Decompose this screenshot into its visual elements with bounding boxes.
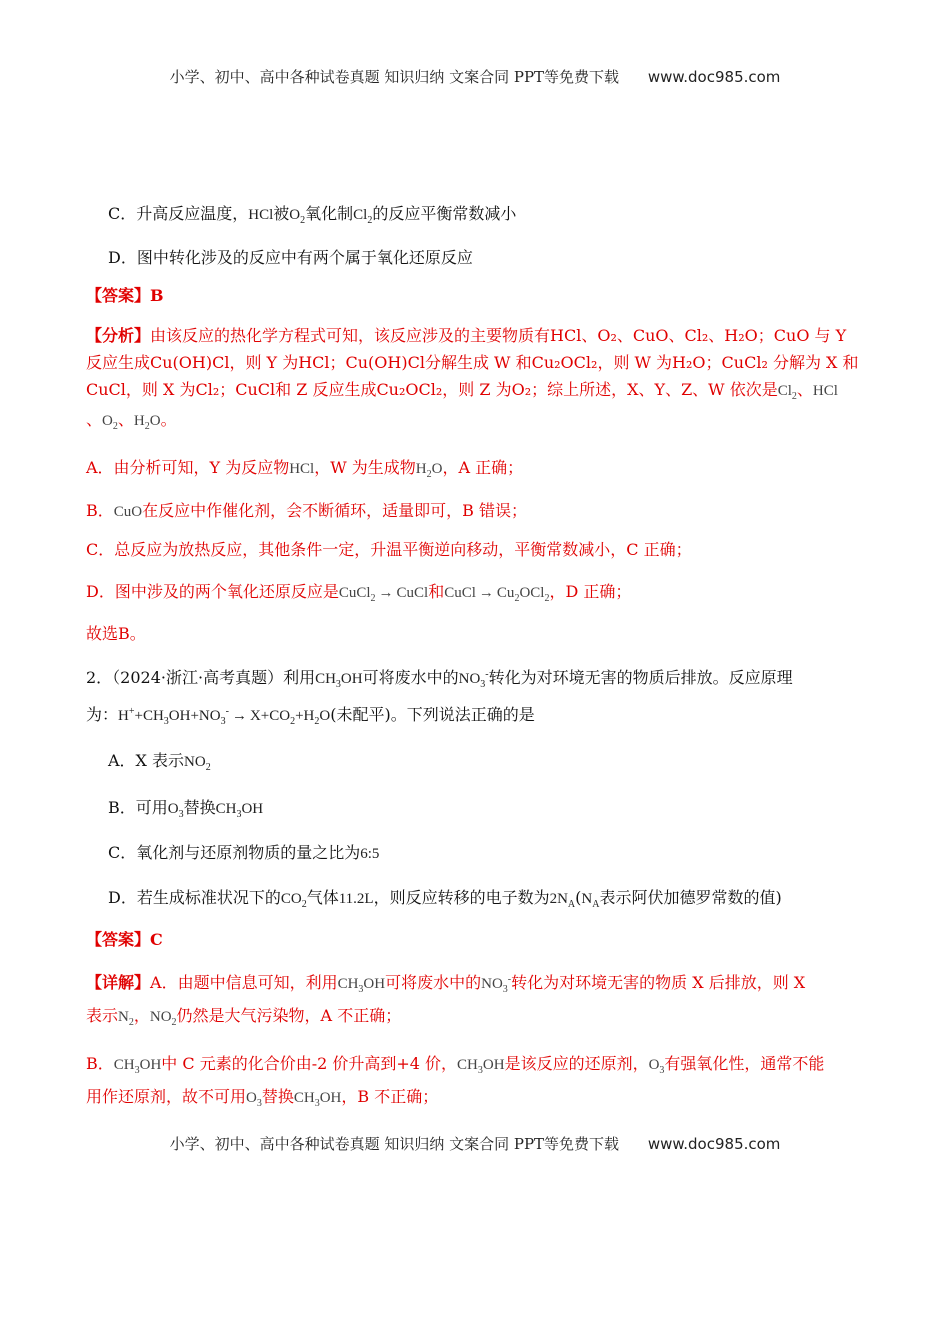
q2-answer: 【答案】C bbox=[86, 930, 163, 949]
q2-detail-line-2: 表示$N_2$，$NO_2$仍然是大气污染物，A 不正确； bbox=[86, 1006, 402, 1028]
q2-option-b: B．可用$O_3$替换$CH_3OH$ bbox=[108, 798, 264, 820]
page-header bbox=[0, 66, 950, 87]
q2-option-a: A．X 表示$NO_2$ bbox=[108, 751, 211, 773]
footer-text: 小学、初中、高中各种试卷真题 知识归纳 文案合同 PPT等免费下载 bbox=[169, 1135, 620, 1153]
q2-stem-line-1: 2．（2024·浙江·高考真题）利用$CH_3OH$可将废水中的$NO_3^-$转化为对环境无害的物质后排放。反应原理 bbox=[86, 668, 793, 690]
q1-explain-d: D．图中涉及的两个氧化还原反应是CuCl$_2$ → CuCl和CuCl → $Cu_2OCl_2$，D 正确； bbox=[86, 582, 632, 604]
q1-conclusion: 故选B。 bbox=[86, 624, 146, 643]
footer-url[interactable]: www.doc985.com bbox=[647, 1135, 781, 1153]
q1-analysis-line-3: CuCl，则 X 为Cl₂；CuCl和 Z 反应生成Cu₂OCl₂，则 Z 为O₂；综上所述，X、Y、Z、W 依次是$Cl_2$、HCl bbox=[86, 380, 838, 402]
q1-explain-c: C．总反应为放热反应，其他条件一定，升温平衡逆向移动，平衡常数减小，C 正确； bbox=[86, 540, 692, 559]
q1-analysis-line-1: 【分析】由该反应的热化学方程式可知，该反应涉及的主要物质有HCl、O₂、CuO、Cl₂、H₂O；CuO 与 Y bbox=[86, 326, 847, 345]
q1-option-c: C．升高反应温度，HCl被$O_2$氧化制$Cl_2$的反应平衡常数减小 bbox=[108, 204, 517, 226]
q2-detail-line-4: 用作还原剂，故不可用$O_3$替换$CH_3OH$，B 不正确； bbox=[86, 1087, 439, 1109]
q1-analysis-line-2: 反应生成Cu(OH)Cl，则 Y 为HCl；Cu(OH)Cl分解生成 W 和Cu₂OCl₂，则 W 为H₂O；CuCl₂ 分解为 X 和 bbox=[86, 353, 859, 372]
q1-option-d: D．图中转化涉及的反应中有两个属于氧化还原反应 bbox=[108, 248, 473, 267]
q2-stem-line-2: 为：$H^++CH_3OH+NO_3^- \to X+CO_2+H_2O$(未配平)。下列说法正确的是 bbox=[86, 705, 535, 727]
q1-answer: 【答案】B bbox=[86, 286, 164, 305]
header-url[interactable]: www.doc985.com bbox=[647, 68, 781, 86]
q2-option-c: C．氧化剂与还原剂物质的量之比为6:5 bbox=[108, 843, 380, 862]
page-footer bbox=[0, 1133, 950, 1154]
header-text: 小学、初中、高中各种试卷真题 知识归纳 文案合同 PPT等免费下载 bbox=[169, 68, 620, 86]
q2-option-d: D．若生成标准状况下的$CO_2$气体11.2L，则反应转移的电子数为$2N_A(N_A$表示阿伏加德罗常数的值) bbox=[108, 888, 782, 910]
q2-detail-line-1: 【详解】A．由题中信息可知，利用$CH_3OH$可将废水中的$NO_3^-$转化为对环境无害的物质 X 后排放，则 X bbox=[86, 973, 806, 995]
q1-analysis-line-4: 、$O_2$、$H_2O$。 bbox=[86, 410, 177, 432]
q2-detail-line-3: B．$CH_3OH$中 C 元素的化合价由-2 价升高到+4 价，$CH_3OH$是该反应的还原剂，$O_3$有强氧化性，通常不能 bbox=[86, 1054, 825, 1076]
q1-explain-a: A．由分析可知，Y 为反应物HCl，W 为生成物$H_2O$，A 正确； bbox=[86, 458, 524, 480]
q1-explain-b: B．CuO在反应中作催化剂，会不断循环，适量即可，B 错误； bbox=[86, 501, 527, 520]
